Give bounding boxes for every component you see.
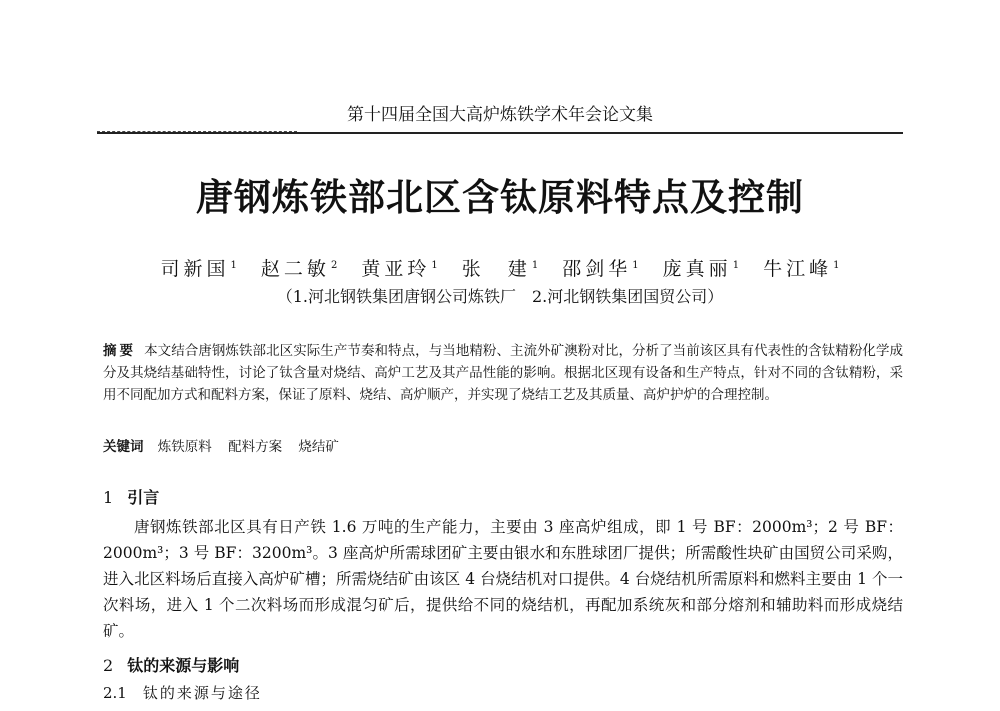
subsection-heading [103, 681, 262, 705]
keywords-label: 关键词 [103, 439, 144, 455]
keyword: 烧结矿 [298, 439, 339, 455]
author [763, 258, 839, 280]
keyword: 配料方案 [228, 439, 283, 455]
author-name: 张 建 [461, 258, 531, 281]
section-number: 2 [103, 656, 114, 675]
author-affil-mark: 1 [230, 260, 237, 271]
keywords [103, 436, 903, 458]
author-affil-mark: 1 [732, 260, 740, 271]
author-name: 黄亚玲 [361, 258, 431, 281]
author [361, 258, 437, 280]
subsection-number: 2.1 [103, 684, 127, 702]
author-name: 邵剑华 [562, 258, 632, 281]
section-title: 钛的来源与影响 [127, 656, 240, 675]
section-number: 1 [103, 488, 114, 507]
author [261, 258, 337, 280]
paper-title: 唐钢炼铁部北区含钛原料特点及控制 [196, 176, 804, 219]
keyword: 炼铁原料 [157, 439, 212, 455]
author [562, 258, 638, 280]
author-name: 赵二敏 [260, 258, 330, 281]
subsection-title: 钛的来源与途径 [142, 684, 262, 702]
section-title: 引言 [127, 488, 160, 507]
author-list [0, 253, 1000, 282]
section-heading [103, 654, 239, 678]
author [462, 258, 538, 280]
header-rule-dashed [97, 131, 297, 133]
author-affil-mark: 1 [833, 260, 840, 271]
section-heading [103, 486, 159, 510]
abstract-text: 本文结合唐钢炼铁部北区实际生产节奏和特点，与当地精粉、主流外矿澳粉对比，分析了当前该区具有代表性的含钛精粉化学成分及其烧结基础特性，讨论了钛含量对烧结、高炉工艺及其产品性能的影响。根据北区现有设备和生产特点，针对不同的含钛精粉，采用不同配加方式和配料方案，保证了原料、烧结、高炉顺产，并实现了烧结工艺及其质量、高炉护炉的合理控制。 [103, 343, 904, 403]
author-name: 司新国 [160, 258, 230, 281]
intro-paragraph: 唐钢炼铁部北区具有日产铁 1.6 万吨的生产能力，主要由 3 座高炉组成，即 1 号 BF：2000m³；2 号 BF：2000m³；3 号 BF：3200m³。3 座高炉所需球团矿主要由银水和东胜球团厂提供；所需酸性块矿由国贸公司采购，进入北区料场后直接入高炉矿槽；所需烧结矿由该区 4 台烧结机对口提供。4 台烧结机所需原料和燃料主要由 1 个一次料场，进入 1 个二次料场而形成混匀矿后，提供给不同的烧结机，再配加系统灰和部分熔剂和辅助料而形成烧结矿。 [103, 518, 903, 640]
author [663, 258, 739, 280]
affiliations: （1.河北钢铁集团唐钢公司炼铁厂 2.河北钢铁集团国贸公司） [276, 287, 724, 306]
author-affil-mark: 1 [632, 260, 639, 271]
abstract [103, 340, 903, 406]
author [160, 258, 236, 280]
author-affil-mark: 2 [330, 260, 338, 271]
abstract-label: 摘要 [103, 343, 137, 359]
author-affil-mark: 1 [531, 260, 539, 271]
running-header: 第十四届全国大高炉炼铁学术年会论文集 [347, 105, 653, 125]
author-affil-mark: 1 [431, 260, 438, 271]
author-name: 庞真丽 [662, 258, 732, 281]
author-name: 牛江峰 [763, 258, 833, 281]
